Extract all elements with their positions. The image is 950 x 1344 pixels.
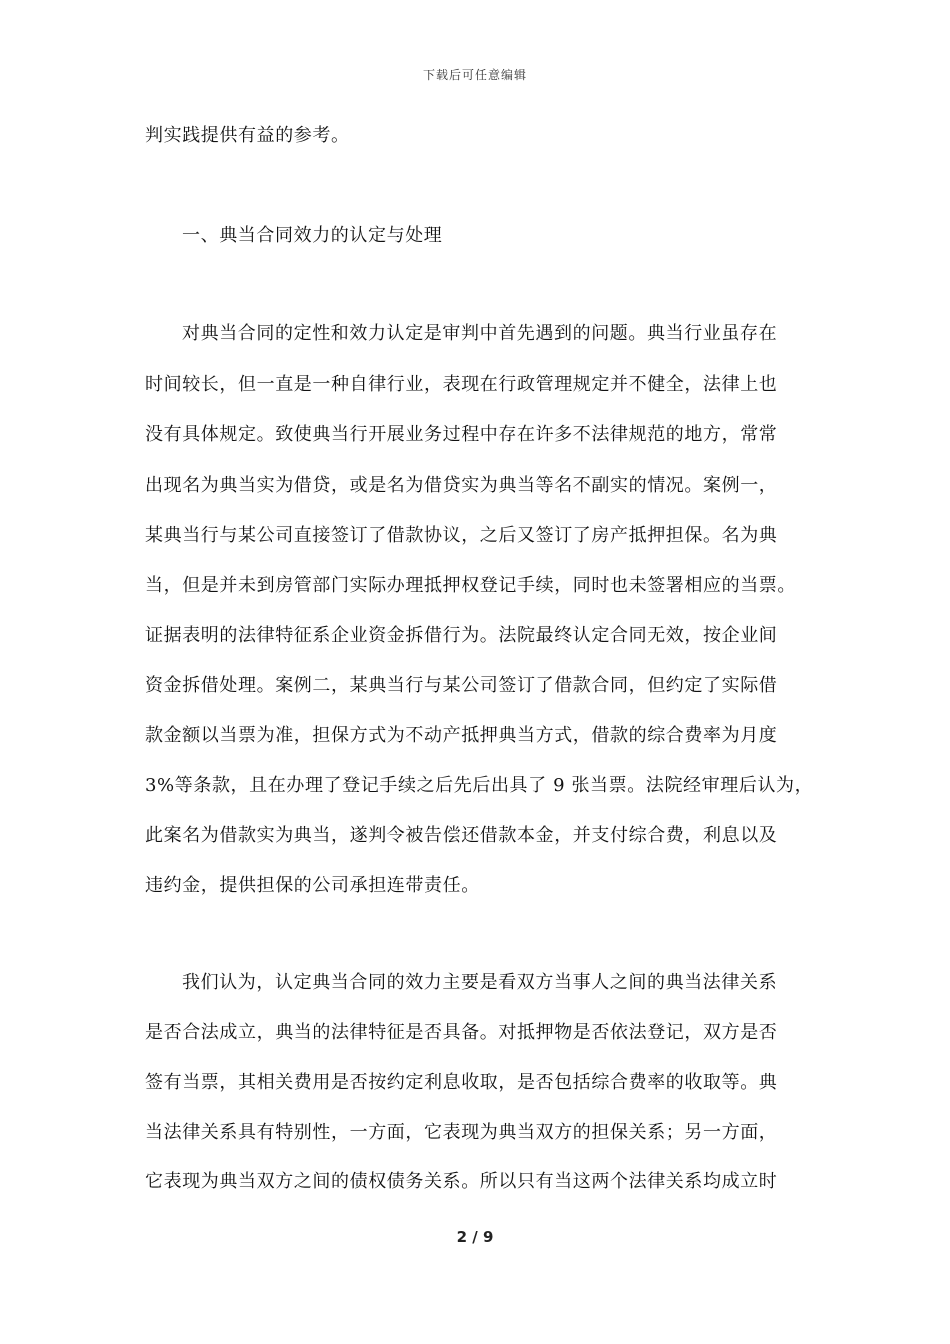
text-line: 它表现为典当双方之间的债权债务关系。所以只有当这两个法律关系均成立时: [145, 1171, 778, 1192]
text-line: 此案名为借款实为典当，遂判令被告偿还借款本金，并支付综合费，利息以及: [145, 825, 778, 846]
text-line: 款金额以当票为准，担保方式为不动产抵押典当方式，借款的综合费率为月度: [145, 725, 778, 746]
text-line: 对典当合同的定性和效力认定是审判中首先遇到的问题。典当行业虽存在: [182, 323, 778, 344]
text-line: 资金拆借处理。案例二，某典当行与某公司签订了借款合同，但约定了实际借: [145, 675, 778, 696]
text-line: 出现名为典当实为借贷，或是名为借贷实为典当等名不副实的情况。案例一，: [145, 475, 778, 496]
text-line: 是否合法成立，典当的法律特征是否具备。对抵押物是否依法登记，双方是否: [145, 1022, 778, 1043]
section-heading: 一、典当合同效力的认定与处理: [182, 225, 443, 246]
text-line: 当，但是并未到房管部门实际办理抵押权登记手续，同时也未签署相应的当票。: [145, 575, 796, 596]
text-line: 签有当票，其相关费用是否按约定利息收取，是否包括综合费率的收取等。典: [145, 1072, 778, 1093]
text-line: 时间较长，但一直是一种自律行业，表现在行政管理规定并不健全，法律上也: [145, 374, 778, 395]
text-line: 违约金，提供担保的公司承担连带责任。: [145, 875, 480, 896]
text-line: 当法律关系具有特别性，一方面，它表现为典当双方的担保关系；另一方面，: [145, 1122, 778, 1143]
page-number: 2 / 9: [456, 1228, 494, 1246]
text-line: 证据表明的法律特征系企业资金拆借行为。法院最终认定合同无效，按企业间: [145, 625, 778, 646]
text-line: 我们认为，认定典当合同的效力主要是看双方当事人之间的典当法律关系: [182, 972, 778, 993]
text-line: 3%等条款，且在办理了登记手续之后先后出具了 9 张当票。法院经审理后认为，: [145, 775, 814, 796]
text-line: 某典当行与某公司直接签订了借款协议，之后又签订了房产抵押担保。名为典: [145, 525, 778, 546]
text-line: 判实践提供有益的参考。: [145, 125, 350, 146]
page-header: 下载后可任意编辑: [422, 68, 527, 82]
text-line: 没有具体规定。致使典当行开展业务过程中存在许多不法律规范的地方，常常: [145, 424, 778, 445]
